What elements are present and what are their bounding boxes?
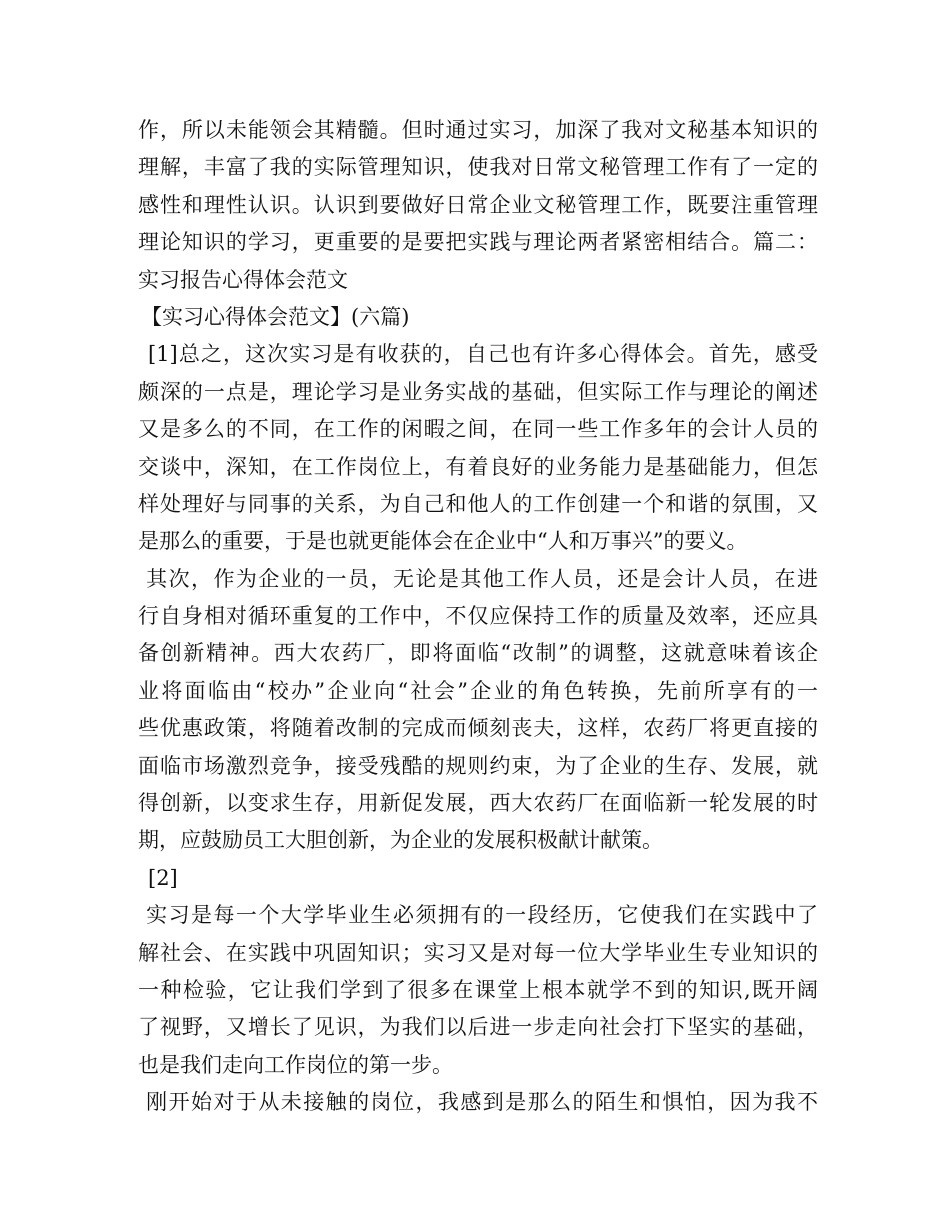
text-line: 样处理好与同事的关系，为自己和他人的工作创建一个和谐的氛围，又	[138, 491, 818, 516]
text-line: 交谈中，深知，在工作岗位上，有着良好的业务能力是基础能力，但怎	[138, 454, 818, 479]
text-line: 面临市场激烈竞争，接受残酷的规则约束，为了企业的生存、发展，就	[138, 753, 818, 778]
text-line: 期，应鼓励员工大胆创新，为企业的发展积极献计献策。	[138, 828, 663, 853]
text-line: 刚开始对于从未接触的岗位，我感到是那么的陌生和惧怕，因为我不	[138, 1090, 818, 1115]
text-line: 备创新精神。西大农药厂，即将面临“改制”的调整，这就意味着该企	[138, 641, 818, 666]
text-line: [1]总之，这次实习是有收获的，自己也有许多心得体会。首先，感受	[148, 342, 818, 367]
text-line: 得创新，以变求生存，用新促发展，西大农药厂在面临新一轮发展的时	[138, 791, 818, 816]
text-line: 其次，作为企业的一员，无论是其他工作人员，还是会计人员，在进	[138, 566, 818, 591]
text-line: 作，所以未能领会其精髓。但时通过实习，加深了我对文秘基本知识的	[138, 118, 818, 142]
section-number-line: [2]	[148, 865, 178, 890]
text-line: 行自身相对循环重复的工作中，不仅应保持工作的质量及效率，还应具	[138, 604, 818, 629]
text-line: 些优惠政策，将随着改制的完成而倾刻丧夫，这样，农药厂将更直接的	[138, 716, 818, 741]
section-heading-line: 实习报告心得体会范文	[138, 267, 348, 292]
text-line: 理解，丰富了我的实际管理知识，使我对日常文秘管理工作有了一定的	[138, 155, 818, 180]
text-line: 业将面临由“校办”企业向“社会”企业的角色转换，先前所享有的一	[138, 678, 818, 703]
text-line: 又是多么的不同，在工作的闲暇之间，在同一些工作多年的会计人员的	[138, 417, 818, 442]
body-text	[138, 112, 818, 1122]
text-line: 也是我们走向工作岗位的第一步。	[138, 1052, 453, 1077]
article-title-line: 【实习心得体会范文】(六篇)	[141, 304, 410, 329]
text-line: 了视野，又增长了见识，为我们以后进一步走向社会打下坚实的基础，	[138, 1015, 818, 1040]
text-line: 感性和理性认识。认识到要做好日常企业文秘管理工作，既要注重管理	[138, 192, 818, 217]
text-line: 一种检验，它让我们学到了很多在课堂上根本就学不到的知识,既开阔	[138, 977, 818, 1002]
text-line: 理论知识的学习，更重要的是要把实践与理论两者紧密相结合。篇二：	[138, 230, 818, 255]
text-line: 实习是每一个大学毕业生必须拥有的一段经历，它使我们在实践中了	[138, 903, 818, 928]
text-line: 是那么的重要，于是也就更能体会在企业中“人和万事兴”的要义。	[138, 529, 748, 554]
text-line: 解社会、在实践中巩固知识；实习又是对每一位大学毕业生专业知识的	[138, 940, 818, 965]
text-line: 颇深的一点是，理论学习是业务实战的基础，但实际工作与理论的阐述	[138, 379, 818, 404]
